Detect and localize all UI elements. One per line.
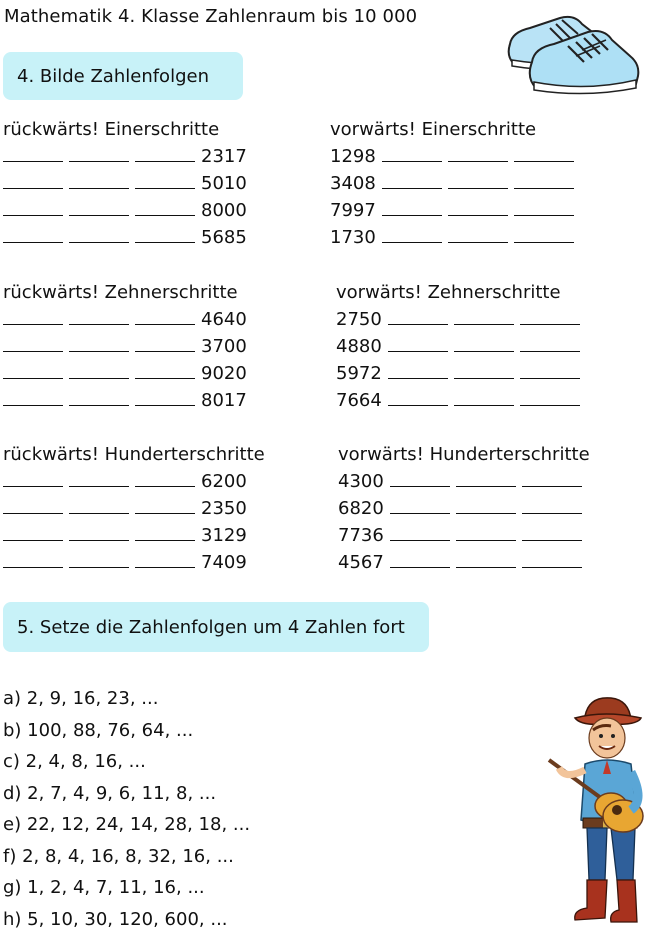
list-item: a) 2, 9, 16, 23, ... [3,688,159,709]
answer-blank[interactable] [456,495,516,514]
sequence-row [330,224,580,251]
list-item: h) 5, 10, 30, 120, 600, ... [3,908,228,930]
answer-blank[interactable] [3,522,63,541]
answer-blank[interactable] [69,333,129,352]
answer-blank[interactable] [454,360,514,379]
answer-blank[interactable] [135,468,195,487]
sequence-row [338,495,590,522]
sequence-row [3,387,247,414]
start-number: 8017 [201,390,247,411]
answer-blank[interactable] [448,143,508,162]
answer-blank[interactable] [520,333,580,352]
sequence-row [3,333,247,360]
answer-blank[interactable] [135,522,195,541]
answer-blank[interactable] [3,360,63,379]
answer-blank[interactable] [3,387,63,406]
answer-blank[interactable] [69,224,129,243]
answer-blank[interactable] [69,143,129,162]
cowboy-guitar-icon [545,690,663,930]
answer-blank[interactable] [522,549,582,568]
group-3-right-label: vorwärts! Hunderterschritte [338,444,590,465]
sequence-row [330,170,580,197]
sequence-row [3,495,265,522]
group-2-right-label: vorwärts! Zehnerschritte [336,282,561,303]
answer-blank[interactable] [390,549,450,568]
answer-blank[interactable] [456,522,516,541]
answer-blank[interactable] [135,197,195,216]
list-item: c) 2, 4, 8, 16, ... [3,751,146,772]
answer-blank[interactable] [69,522,129,541]
start-number: 9020 [201,363,247,384]
group-3-left [3,441,265,576]
start-number: 1730 [330,227,376,248]
answer-blank[interactable] [69,360,129,379]
list-item: e) 22, 12, 24, 14, 28, 18, ... [3,814,251,835]
sequence-row [336,387,586,414]
answer-blank[interactable] [522,495,582,514]
answer-blank[interactable] [69,197,129,216]
answer-blank[interactable] [135,170,195,189]
answer-blank[interactable] [520,360,580,379]
start-number: 2350 [201,498,247,519]
task-4-heading-text: 4. Bilde Zahlenfolgen [17,65,209,87]
sequence-row [338,468,590,495]
answer-blank[interactable] [520,387,580,406]
answer-blank[interactable] [69,495,129,514]
sequence-row [3,549,265,576]
sneakers-icon [500,4,640,96]
answer-blank[interactable] [388,306,448,325]
sequence-row [3,224,247,251]
sequence-row [330,197,580,224]
answer-blank[interactable] [3,197,63,216]
sequence-row [3,197,247,224]
list-item: f) 2, 8, 4, 16, 8, 32, 16, ... [3,845,234,867]
answer-blank[interactable] [514,197,574,216]
sequence-row [338,522,590,549]
answer-blank[interactable] [522,468,582,487]
task-4-heading [3,52,243,100]
sequence-row [3,468,265,495]
start-number: 5972 [336,363,382,384]
start-number: 5010 [201,173,247,194]
group-1-left [3,116,247,251]
answer-blank[interactable] [454,387,514,406]
start-number: 6200 [201,471,247,492]
answer-blank[interactable] [454,306,514,325]
answer-blank[interactable] [135,143,195,162]
answer-blank[interactable] [135,549,195,568]
start-number: 2317 [201,146,247,167]
list-item: g) 1, 2, 4, 7, 11, 16, ... [3,877,205,898]
sequence-row [3,360,247,387]
list-item: d) 2, 7, 4, 9, 6, 11, 8, ... [3,782,217,804]
group-3-right [338,441,590,576]
answer-blank[interactable] [135,224,195,243]
start-number: 1298 [330,146,376,167]
answer-blank[interactable] [3,306,63,325]
start-number: 8000 [201,200,247,221]
group-1-right-label: vorwärts! Einerschritte [330,119,537,140]
answer-blank[interactable] [135,360,195,379]
start-number: 3408 [330,173,376,194]
answer-blank[interactable] [454,333,514,352]
group-2-right [336,279,586,414]
start-number: 7997 [330,200,376,221]
sequence-list [3,683,250,935]
answer-blank[interactable] [382,143,442,162]
answer-blank[interactable] [448,197,508,216]
answer-blank[interactable] [135,387,195,406]
group-2-left [3,279,247,414]
answer-blank[interactable] [69,387,129,406]
answer-blank[interactable] [3,333,63,352]
answer-blank[interactable] [448,224,508,243]
answer-blank[interactable] [456,468,516,487]
start-number: 4880 [336,336,382,357]
answer-blank[interactable] [522,522,582,541]
answer-blank[interactable] [388,333,448,352]
page-title: Mathematik 4. Klasse Zahlenraum bis 10 000 [4,6,418,27]
answer-blank[interactable] [382,224,442,243]
sequence-row [3,170,247,197]
answer-blank[interactable] [3,224,63,243]
answer-blank[interactable] [382,197,442,216]
answer-blank[interactable] [135,333,195,352]
start-number: 7664 [336,390,382,411]
group-2-left-label: rückwärts! Zehnerschritte [3,282,238,303]
answer-blank[interactable] [3,170,63,189]
start-number: 4567 [338,552,384,573]
answer-blank[interactable] [388,360,448,379]
task-5-heading-text: 5. Setze die Zahlenfolgen um 4 Zahlen fort [17,616,405,638]
sequence-row [338,549,590,576]
start-number: 7736 [338,525,384,546]
answer-blank[interactable] [69,549,129,568]
sequence-row [336,360,586,387]
answer-blank[interactable] [390,495,450,514]
answer-blank[interactable] [135,306,195,325]
start-number: 3700 [201,336,247,357]
answer-blank[interactable] [390,468,450,487]
start-number: 5685 [201,227,247,248]
start-number: 2750 [336,309,382,330]
sequence-row [3,143,247,170]
answer-blank[interactable] [69,468,129,487]
start-number: 6820 [338,498,384,519]
group-1-left-label: rückwärts! Einerschritte [3,119,220,140]
start-number: 7409 [201,552,247,573]
start-number: 4640 [201,309,247,330]
answer-blank[interactable] [520,306,580,325]
sequence-row [336,306,586,333]
answer-blank[interactable] [456,549,516,568]
sequence-row [336,333,586,360]
answer-blank[interactable] [390,522,450,541]
answer-blank[interactable] [135,495,195,514]
answer-blank[interactable] [514,143,574,162]
task-5-heading [3,602,429,652]
answer-blank[interactable] [3,468,63,487]
sequence-row [3,522,265,549]
group-1-right [330,116,580,251]
answer-blank[interactable] [514,224,574,243]
answer-blank[interactable] [388,387,448,406]
answer-blank[interactable] [448,170,508,189]
answer-blank[interactable] [3,495,63,514]
list-item: b) 100, 88, 76, 64, ... [3,719,194,741]
start-number: 4300 [338,471,384,492]
answer-blank[interactable] [3,143,63,162]
answer-blank[interactable] [69,306,129,325]
answer-blank[interactable] [514,170,574,189]
answer-blank[interactable] [3,549,63,568]
start-number: 3129 [201,525,247,546]
answer-blank[interactable] [382,170,442,189]
answer-blank[interactable] [69,170,129,189]
group-3-left-label: rückwärts! Hunderterschritte [3,444,265,465]
sequence-row [3,306,247,333]
sequence-row [330,143,580,170]
